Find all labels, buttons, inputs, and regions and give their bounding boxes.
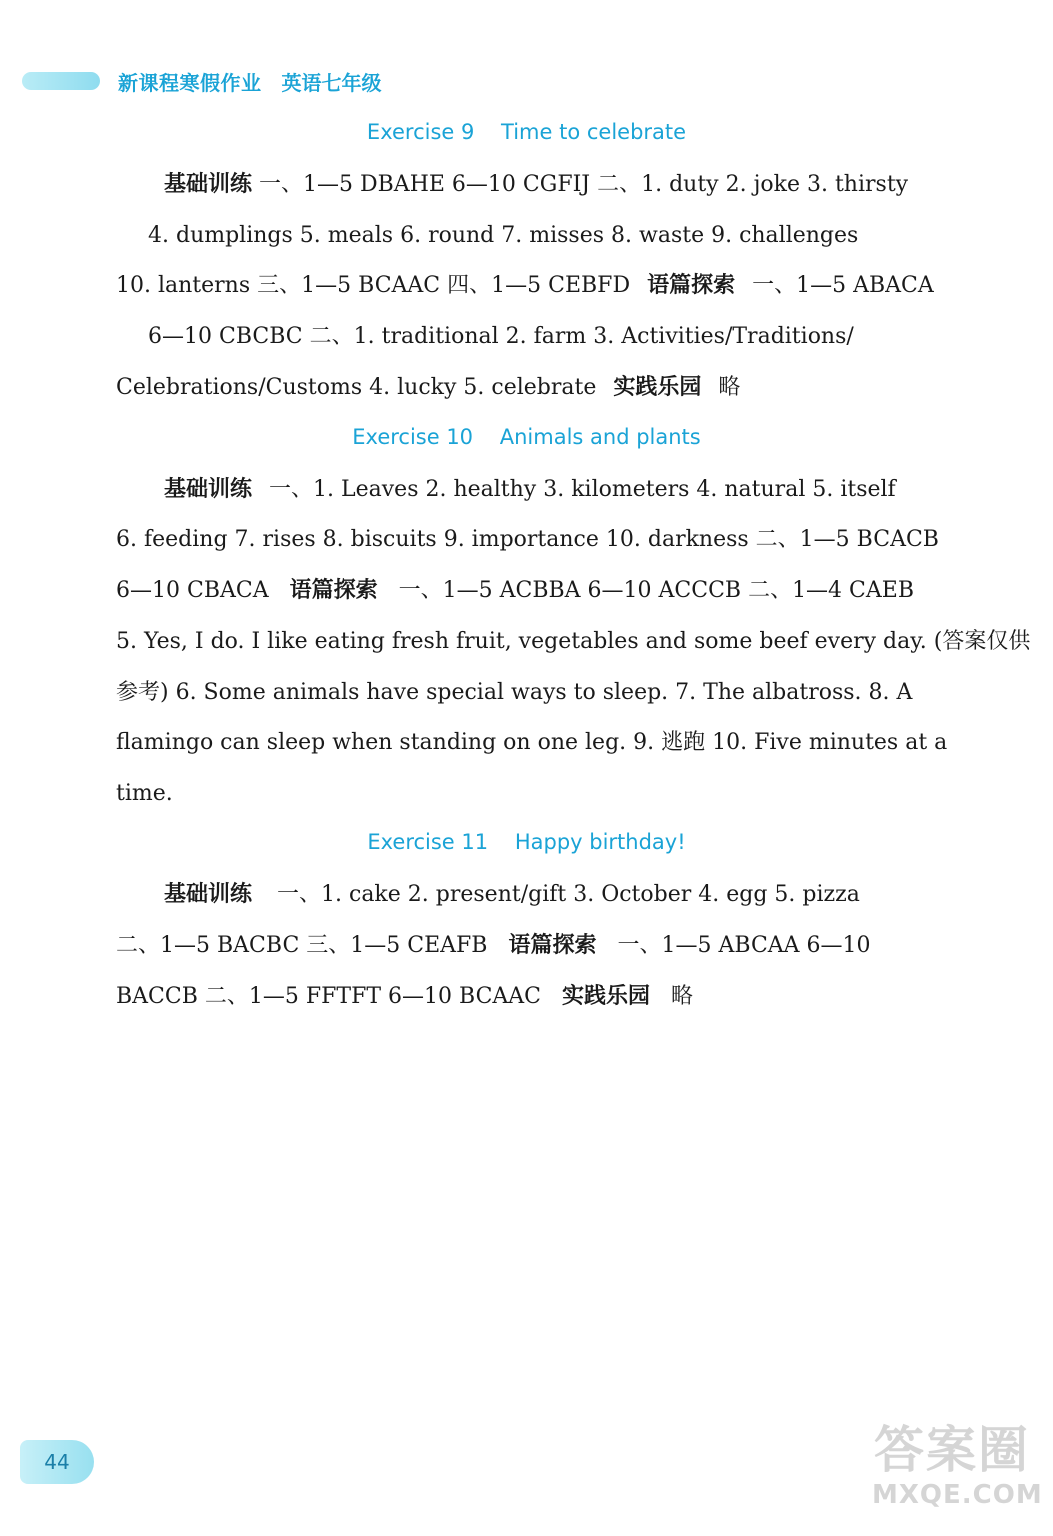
book-subject: 英语七年级 xyxy=(281,70,382,95)
answer-text: 二、1—5 BACBC 三、1—5 CEAFB xyxy=(116,933,488,958)
answer-text: 一、1—5 ACBBA 6—10 ACCCB 二、1—4 CAEB xyxy=(398,578,914,603)
answer-text: 一、1. cake 2. present/gift 3. October 4. egg 5. pizza xyxy=(277,882,860,907)
exercise-9-heading: Exercise 9 Time to celebrate xyxy=(366,120,687,144)
answer-text: 略 xyxy=(671,984,694,1009)
ex9-line-3 xyxy=(116,271,934,301)
page-number: 44 xyxy=(20,1440,94,1484)
answer-text: 5. Yes, I do. I like eating fresh fruit, vegetables and some beef every day. (答案仅供 xyxy=(116,629,1031,654)
watermark-logo xyxy=(872,1420,1043,1520)
answer-text: 一、1—5 ABACA xyxy=(752,273,934,298)
answer-text: 6—10 CBACA xyxy=(116,578,269,603)
ex10-line-3 xyxy=(116,576,914,606)
answer-text: BACCB 二、1—5 FFTFT 6—10 BCAAC xyxy=(116,984,542,1009)
ex9-line-1 xyxy=(164,170,908,200)
answer-text: 6. feeding 7. rises 8. biscuits 9. importance 10. darkness 二、1—5 BCACB xyxy=(116,527,939,552)
answer-text: 一、1. Leaves 2. healthy 3. kilometers 4. natural 5. itself xyxy=(269,477,896,502)
answer-text: 10. lanterns 三、1—5 BCAAC 四、1—5 CEBFD xyxy=(116,273,631,298)
section-label: 基础训练 xyxy=(164,882,253,907)
answer-text: 参考) 6. Some animals have special ways to sleep. 7. The albatross. 8. A xyxy=(116,680,913,705)
watermark-url: MXQE.COM xyxy=(872,1480,1043,1510)
ex10-line-7 xyxy=(116,779,173,809)
header-tab-decoration xyxy=(22,72,100,90)
exercise-10-heading: Exercise 10 Animals and plants xyxy=(352,425,701,449)
ex10-line-1 xyxy=(164,475,896,505)
answer-text: flamingo can sleep when standing on one leg. 9. 逃跑 10. Five minutes at a xyxy=(116,730,948,755)
exercise-11-heading: Exercise 11 Happy birthday! xyxy=(367,830,686,854)
ex10-line-5 xyxy=(116,678,912,708)
answer-text: time. xyxy=(116,781,173,806)
ex9-line-5 xyxy=(116,373,740,403)
answer-text: Celebrations/Customs 4. lucky 5. celebrate xyxy=(116,375,597,400)
section-label: 基础训练 xyxy=(164,477,253,502)
answer-text: 4. dumplings 5. meals 6. round 7. misses 8. waste 9. challenges xyxy=(148,223,859,248)
answer-text: 一、1—5 DBAHE 6—10 CGFIJ 二、1. duty 2. joke 3. thirsty xyxy=(259,172,909,197)
answer-text: 一、1—5 ABCAA 6—10 xyxy=(617,933,871,958)
section-label: 语篇探索 xyxy=(508,933,597,958)
ex10-line-4 xyxy=(116,627,1030,657)
book-title: 新课程寒假作业 xyxy=(118,70,262,95)
watermark-text: 答案圈 xyxy=(874,1421,1030,1479)
ex11-line-1 xyxy=(164,880,860,910)
section-label: 基础训练 xyxy=(164,172,253,197)
section-label: 语篇探索 xyxy=(289,578,378,603)
ex11-line-3 xyxy=(116,982,693,1012)
section-label: 语篇探索 xyxy=(647,273,736,298)
answer-text: 6—10 CBCBC 二、1. traditional 2. farm 3. Activities/Traditions/ xyxy=(148,324,854,349)
ex11-line-2 xyxy=(116,931,871,961)
ex10-line-2 xyxy=(116,525,939,555)
section-label: 实践乐园 xyxy=(613,375,702,400)
ex9-line-4 xyxy=(148,322,854,352)
ex10-line-6 xyxy=(116,728,947,758)
answer-text: 略 xyxy=(718,375,741,400)
page-header xyxy=(22,66,382,96)
ex9-line-2 xyxy=(148,221,858,251)
section-label: 实践乐园 xyxy=(562,984,651,1009)
